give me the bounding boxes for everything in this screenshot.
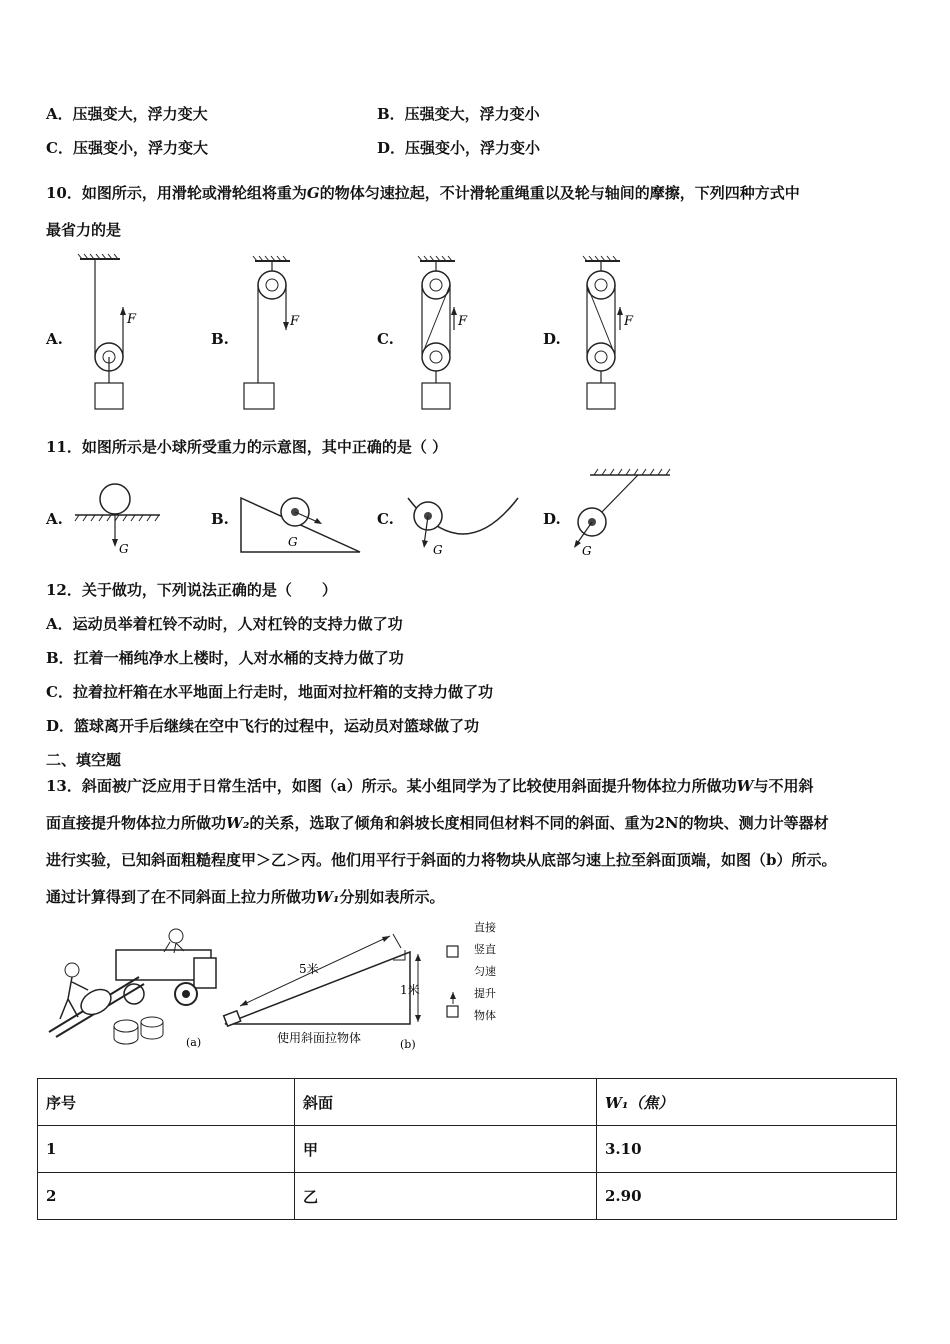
q12-option-d: D．篮球离开手后继续在空中飞行的过程中，运动员对篮球做了功	[46, 717, 480, 735]
q13-line2: 面直接提升物体拉力所做功W₂的关系，选取了倾角和斜坡长度相同但材料不同的斜面、重为2N的物块、测力计等器材	[46, 814, 829, 832]
results-table	[37, 1078, 897, 1220]
cell-work: 3.10	[597, 1126, 897, 1173]
q12-option-c: C．拉着拉杆箱在水平地面上行走时，地面对拉杆箱的支持力做了功	[46, 683, 493, 701]
ball-figure-a	[75, 475, 165, 560]
q10-label-b: B.	[211, 330, 229, 348]
cell-index: 2	[38, 1173, 295, 1220]
table-row	[38, 1126, 897, 1173]
q11-label-d: D.	[543, 510, 561, 528]
ball-figure-d	[570, 465, 680, 560]
q12-option-b: B．扛着一桶纯净水上楼时，人对水桶的支持力做了功	[46, 649, 404, 667]
section-heading: 二、填空题	[46, 751, 122, 769]
cell-work: 2.90	[597, 1173, 897, 1220]
q13-line1: 13．斜面被广泛应用于日常生活中，如图（a）所示。某小组同学为了比较使用斜面提升物体拉力所做功W与不用斜	[46, 777, 814, 795]
side-text-5: 物体	[474, 1009, 496, 1022]
figure-b-incline	[215, 918, 515, 1053]
figure-b-caption: 使用斜面拉物体	[277, 1031, 362, 1045]
header-index: 序号	[38, 1079, 295, 1126]
q11-label-c: C.	[377, 510, 394, 528]
cell-incline: 甲	[295, 1126, 597, 1173]
q12-option-a: A．运动员举着杠铃不动时，人对杠铃的支持力做了功	[46, 615, 403, 633]
force-label: F	[458, 314, 468, 329]
q10-label-a: A.	[46, 330, 63, 348]
ball-figure-c	[403, 490, 523, 560]
gravity-label: G	[119, 542, 129, 556]
figure-a-illustration	[44, 922, 224, 1052]
q12-question: 12．关于做功，下列说法正确的是（ ）	[46, 581, 337, 599]
q11-label-a: A.	[46, 510, 63, 528]
header-incline: 斜面	[295, 1079, 597, 1126]
cell-incline: 乙	[295, 1173, 597, 1220]
slope-length-label: 5米	[299, 962, 319, 976]
q11-label-b: B.	[211, 510, 229, 528]
ball-figure-b	[238, 490, 368, 560]
cell-index: 1	[38, 1126, 295, 1173]
pulley-figure-a	[75, 255, 155, 415]
force-label: F	[127, 312, 137, 327]
q10-label-d: D.	[543, 330, 561, 348]
q11-question: 11．如图所示是小球所受重力的示意图，其中正确的是（ ）	[46, 438, 448, 456]
table-header-row	[38, 1079, 897, 1126]
figure-a-label: (a)	[186, 1036, 202, 1049]
side-text-1: 直接	[474, 921, 496, 934]
q10-question-line1: 10．如图所示，用滑轮或滑轮组将重为G的物体匀速拉起，不计滑轮重绳重以及轮与轴间的摩擦，下列四种方式中	[46, 184, 800, 202]
table-row	[38, 1173, 897, 1220]
q9-option-a: A．压强变大，浮力变大	[46, 105, 208, 123]
q9-option-d: D．压强变小，浮力变小	[377, 139, 541, 157]
q9-option-c: C．压强变小，浮力变大	[46, 139, 208, 157]
pulley-figure-c	[410, 255, 490, 415]
force-label: F	[290, 314, 300, 329]
header-work: W₁（焦）	[597, 1079, 897, 1126]
gravity-label: G	[288, 535, 298, 549]
figure-b-label: (b)	[400, 1038, 416, 1051]
q10-label-c: C.	[377, 330, 394, 348]
force-label: F	[624, 314, 634, 329]
q9-option-b: B．压强变大，浮力变小	[377, 105, 540, 123]
height-label: 1米	[400, 983, 420, 997]
side-text-4: 提升	[474, 987, 496, 1000]
gravity-label: G	[582, 544, 592, 558]
side-text-3: 匀速	[474, 965, 496, 978]
q10-question-line2: 最省力的是	[46, 221, 122, 239]
q13-line4: 通过计算得到了在不同斜面上拉力所做功W₁分别如表所示。	[46, 888, 445, 906]
q13-line3: 进行实验，已知斜面粗糙程度甲＞乙＞丙。他们用平行于斜面的力将物块从底部匀速上拉至斜面顶端，如图（b）所示。	[46, 851, 837, 869]
side-text-2: 竖直	[474, 943, 496, 956]
pulley-figure-b	[240, 255, 320, 415]
pulley-figure-d	[580, 255, 660, 415]
gravity-label: G	[433, 543, 443, 557]
